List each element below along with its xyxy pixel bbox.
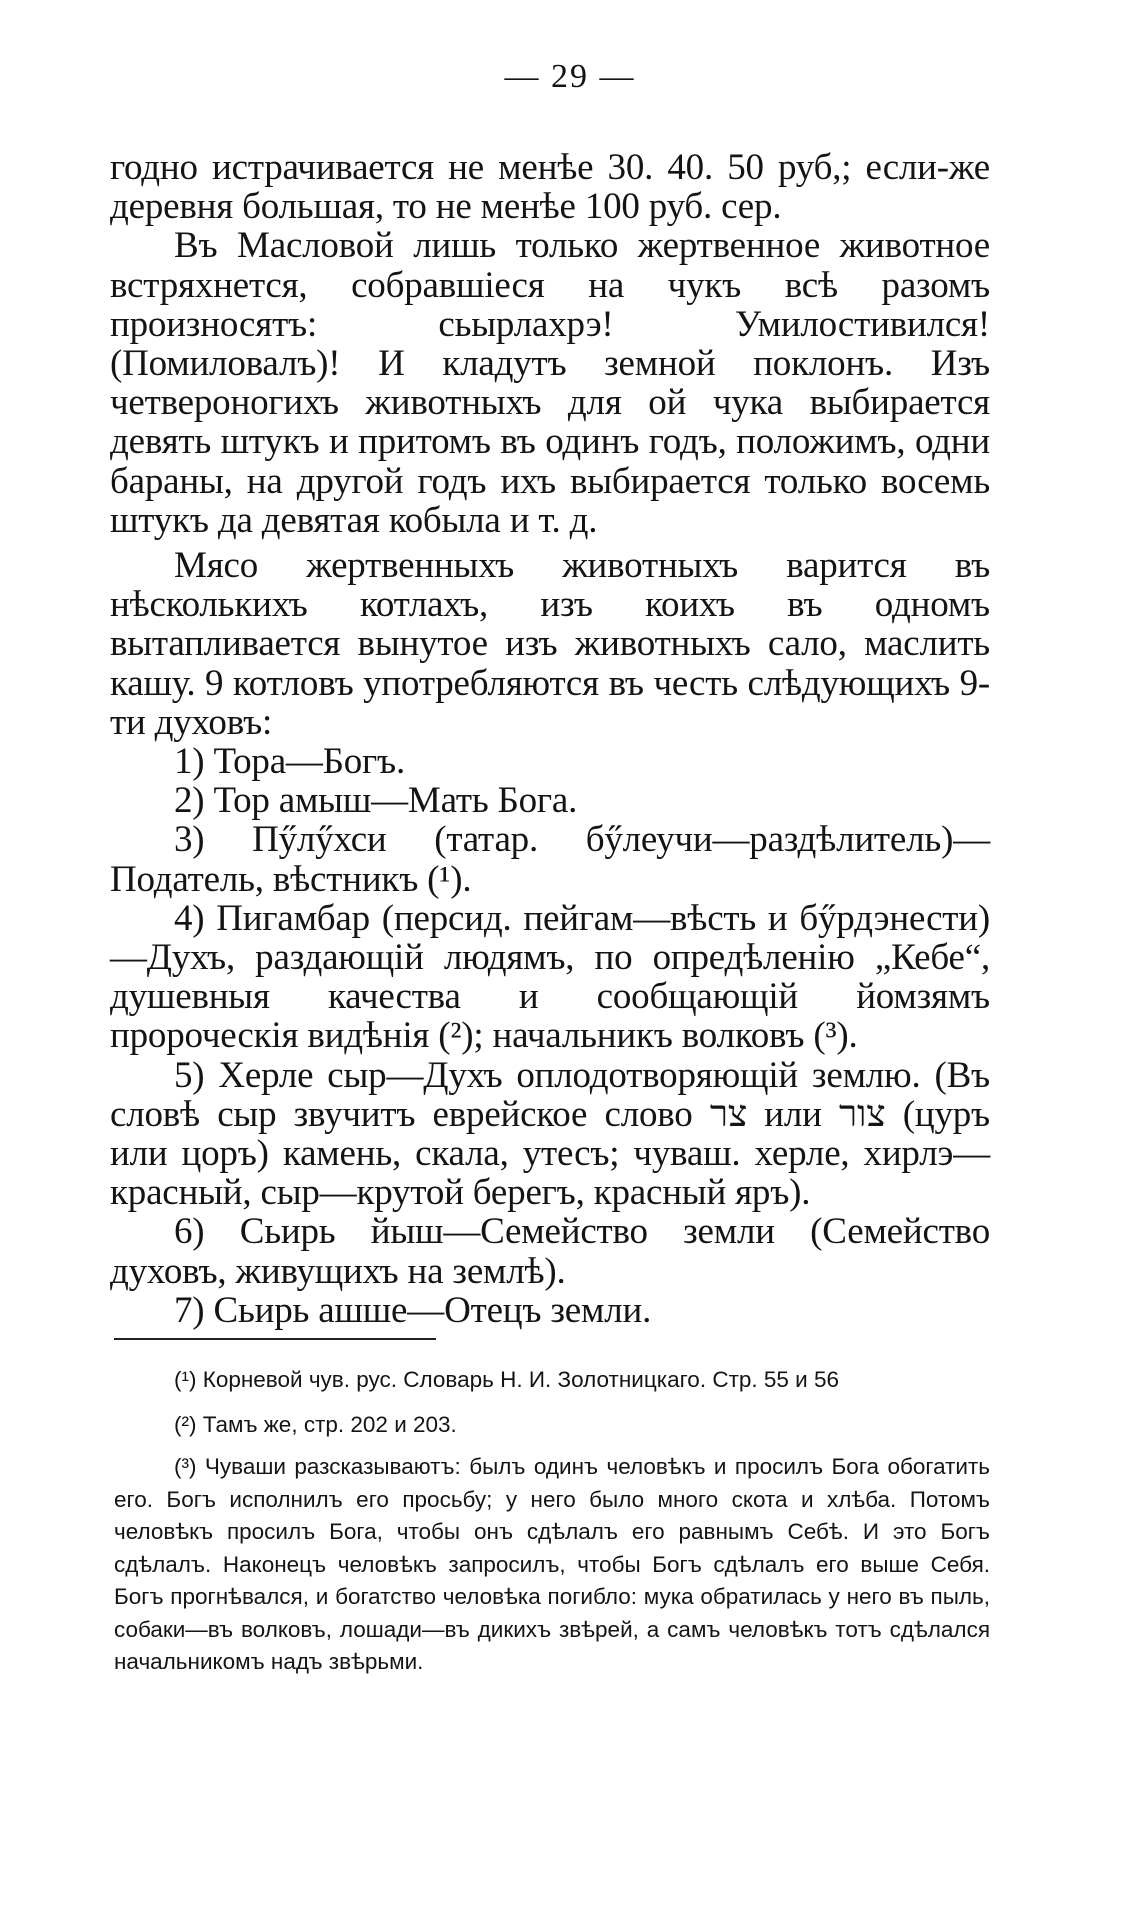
paragraph-sacrificial-meat: Мясо жертвенныхъ животныхъ варится въ нѣсколькихъ котлахъ, изъ коихъ въ одномъ вытапливается вынутое изъ животныхъ сало, маслить кашу. 9 котловъ употребляются въ честь слѣдующихъ 9-ти духовъ: — [110, 545, 990, 743]
footnote-1: (¹) Корневой чув. рус. Словарь Н. И. Золотницкаго. Стр. 55 и 56 — [174, 1367, 840, 1392]
page-number: — 29 — — [504, 58, 636, 95]
list-item-spirit-1: 1) Тора—Богъ. — [174, 741, 406, 783]
main-text — [110, 148, 990, 1330]
list-item-spirit-7: 7) Сьирь ашше—Отецъ земли. — [174, 1289, 652, 1331]
footnote-3: (³) Чуваши разсказываютъ: былъ одинъ человѣкъ и просилъ Бога обогатить его. Богъ исполнилъ его просьбу; у него было много скота и хлѣба. Потомъ человѣкъ просилъ Бога, чтобы онъ сдѣлалъ его равнымъ Себѣ. И это Богъ сдѣлалъ. Наконецъ человѣкъ запросилъ, чтобы Богъ сдѣлалъ его выше Себя. Богъ прогнѣвался, и богатство человѣка погибло: мука обратилась у него въ пыль, собаки—въ волковъ, лошади—въ дикихъ звѣрей, а самъ человѣкъ тотъ сдѣлался начальникомъ надъ звѣрьми. — [114, 1454, 990, 1674]
list-item-spirit-2: 2) Тор амыш—Мать Бога. — [174, 780, 578, 822]
footnotes — [114, 1364, 990, 1679]
list-item-spirit-5: 5) Херле сыр—Духъ оплодотворяющій землю. (Въ словѣ сыр звучитъ еврейское слово צר или צור (цуръ или цоръ) камень, скала, утесъ; чуваш. херле, хирлэ—красный, сыр—крутой берегъ, красный яръ). — [110, 1054, 990, 1214]
paragraph-continuation: годно истрачивается не менѣе 30. 40. 50 руб,; если-же деревня большая, то не менѣе 100 руб. сер. — [110, 147, 990, 228]
paragraph-maslovoy: Въ Масловой лишь только жертвенное животное встряхнется, собравшіеся на чукъ всѣ разомъ произносятъ: сьырлахрэ! Умилостивился! (Помиловалъ)! И кладутъ земной поклонъ. Изъ четвероногихъ животныхъ для ой чука выбирается девять штукъ и притомъ въ одинъ годъ, положимъ, одни бараны, на другой годъ ихъ выбирается только восемь штукъ да девятая кобыла и т. д. — [110, 225, 990, 541]
list-item-spirit-6: 6) Сьирь йыш—Семейство земли (Семейство духовъ, живущихъ на землѣ). — [110, 1211, 990, 1292]
footnote-divider — [114, 1338, 436, 1340]
footnote-2: (²) Тамъ же, стр. 202 и 203. — [174, 1411, 457, 1437]
list-item-spirit-4: 4) Пигамбар (персид. пейгам—вѣсть и бӳрдэнести)—Духъ, раздающій людямъ, по опредѣленію „Кебе“, душевныя качества и сообщающій йомзямъ пророческія видѣнія (²); начальникъ волковъ (³). — [110, 897, 990, 1057]
list-item-spirit-3: 3) Пӳлӳхси (татар. бӳлеучи—раздѣлитель)—Податель, вѣстникъ (¹). — [110, 819, 990, 900]
